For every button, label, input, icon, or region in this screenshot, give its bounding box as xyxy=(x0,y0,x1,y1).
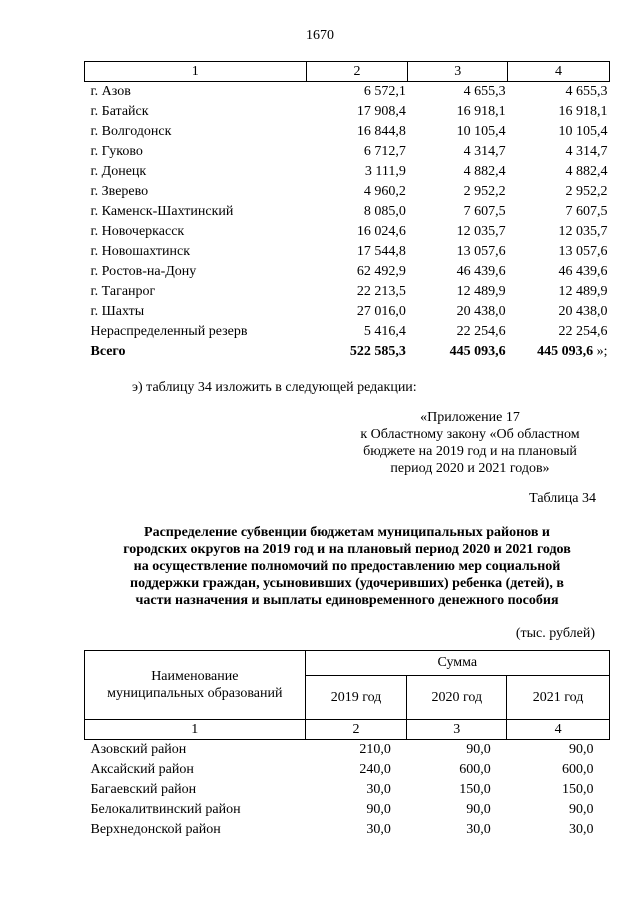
title-line: поддержки граждан, усыновивших (удочеривших) ребенка (детей), в xyxy=(130,576,564,591)
table-number-row xyxy=(85,720,610,740)
budget-table-cities xyxy=(84,61,610,362)
row-value-4: 7 607,5 xyxy=(565,204,608,219)
row-value-3: 20 438,0 xyxy=(456,304,506,319)
total-2020: 445 093,6 xyxy=(449,344,506,359)
row-value-3: 16 918,1 xyxy=(456,104,506,119)
row-value-2: 210,0 xyxy=(359,742,391,757)
row-value-3: 13 057,6 xyxy=(456,244,506,259)
appendix-line: бюджете на 2019 год и на плановый xyxy=(363,444,577,459)
row-value-4: 90,0 xyxy=(569,802,594,817)
row-value-3: 600,0 xyxy=(459,762,491,777)
page-number: 1670 xyxy=(306,28,334,43)
table-row xyxy=(85,820,610,840)
row-value-4: 150,0 xyxy=(562,782,594,797)
row-name: г. Гуково xyxy=(90,144,143,159)
row-value-4: 4 655,3 xyxy=(565,84,608,99)
header-line: муниципальных образований xyxy=(107,686,283,701)
header-line: Наименование xyxy=(151,669,239,684)
column-number-1: 1 xyxy=(85,720,306,740)
row-value-2: 5 416,4 xyxy=(363,324,406,339)
title-line: городских округов на 2019 год и на плановый период 2020 и 2021 годов xyxy=(123,542,571,557)
row-name: г. Донецк xyxy=(90,164,147,179)
appendix-reference xyxy=(345,409,595,477)
table-row xyxy=(85,322,610,342)
row-value-2: 8 085,0 xyxy=(363,204,406,219)
row-value-3: 12 035,7 xyxy=(456,224,506,239)
row-value-2: 17 908,4 xyxy=(356,104,406,119)
row-value-2: 16 024,6 xyxy=(356,224,406,239)
row-value-4: 22 254,6 xyxy=(558,324,608,339)
table-body xyxy=(85,82,610,343)
row-value-3: 90,0 xyxy=(466,802,491,817)
total-label: Всего xyxy=(90,344,126,359)
row-name: Нераспределенный резерв xyxy=(90,324,248,339)
row-value-4: 600,0 xyxy=(562,762,594,777)
table-row xyxy=(85,142,610,162)
table-row xyxy=(85,800,610,820)
title-line: части назначения и выплаты единовременного денежного пособия xyxy=(135,593,559,608)
table-row xyxy=(85,242,610,262)
row-value-2: 16 844,8 xyxy=(356,124,406,139)
row-value-3: 22 254,6 xyxy=(456,324,506,339)
table-label: Таблица 34 xyxy=(529,491,596,506)
row-value-2: 30,0 xyxy=(366,822,391,837)
table-row xyxy=(85,262,610,282)
row-name: г. Зверево xyxy=(90,184,149,199)
row-value-4: 30,0 xyxy=(569,822,594,837)
total-row xyxy=(85,342,610,362)
table-row xyxy=(85,780,610,800)
row-value-3: 10 105,4 xyxy=(456,124,506,139)
column-number-4: 4 xyxy=(507,720,610,740)
table-title xyxy=(84,524,610,609)
table-row xyxy=(85,760,610,780)
title-line: на осуществление полномочий по предоставлению мер социальной xyxy=(133,559,561,574)
row-value-4: 13 057,6 xyxy=(558,244,608,259)
row-name: Аксайский район xyxy=(90,762,194,777)
row-value-2: 3 111,9 xyxy=(364,164,406,179)
column-header-sum: Сумма xyxy=(305,651,609,676)
row-value-4: 20 438,0 xyxy=(558,304,608,319)
row-value-3: 30,0 xyxy=(466,822,491,837)
row-value-4: 46 439,6 xyxy=(558,264,608,279)
row-value-2: 62 492,9 xyxy=(356,264,406,279)
row-name: Белокалитвинский район xyxy=(90,802,241,817)
table-row xyxy=(85,122,610,142)
row-value-3: 4 882,4 xyxy=(463,164,506,179)
row-value-4: 12 035,7 xyxy=(558,224,608,239)
row-name: г. Шахты xyxy=(90,304,145,319)
row-value-2: 6 712,7 xyxy=(363,144,406,159)
table-row xyxy=(85,282,610,302)
column-number-3: 3 xyxy=(407,720,507,740)
table-row xyxy=(85,82,610,103)
title-line: Распределение субвенции бюджетам муниципальных районов и xyxy=(144,525,550,540)
row-name: Азовский район xyxy=(90,742,187,757)
column-header-2019: 2019 год xyxy=(305,676,407,720)
table-row xyxy=(85,302,610,322)
row-name: г. Каменск-Шахтинский xyxy=(90,204,234,219)
column-number-2: 2 xyxy=(306,62,408,82)
table-row xyxy=(85,102,610,122)
table-row xyxy=(85,222,610,242)
row-value-2: 22 213,5 xyxy=(356,284,406,299)
row-value-2: 4 960,2 xyxy=(363,184,406,199)
row-value-4: 2 952,2 xyxy=(565,184,608,199)
row-value-4: 4 882,4 xyxy=(565,164,608,179)
row-value-2: 6 572,1 xyxy=(363,84,406,99)
table-row xyxy=(85,182,610,202)
row-value-3: 2 952,2 xyxy=(463,184,506,199)
row-value-3: 150,0 xyxy=(459,782,491,797)
row-name: г. Батайск xyxy=(90,104,149,119)
table-body xyxy=(85,740,610,841)
row-value-4: 12 489,9 xyxy=(558,284,608,299)
appendix-line: «Приложение 17 xyxy=(420,410,520,425)
row-value-4: 16 918,1 xyxy=(558,104,608,119)
row-name: г. Ростов-на-Дону xyxy=(90,264,197,279)
row-name: г. Таганрог xyxy=(90,284,156,299)
row-name: Верхнедонской район xyxy=(90,822,221,837)
table-header-row xyxy=(85,651,610,676)
row-name: Багаевский район xyxy=(90,782,197,797)
row-name: г. Волгодонск xyxy=(90,124,172,139)
table-row xyxy=(85,202,610,222)
column-header-name xyxy=(85,651,306,720)
row-value-2: 90,0 xyxy=(366,802,391,817)
row-value-3: 46 439,6 xyxy=(456,264,506,279)
row-value-2: 30,0 xyxy=(366,782,391,797)
table-header-row xyxy=(85,62,610,82)
column-number-2: 2 xyxy=(305,720,407,740)
column-number-3: 3 xyxy=(408,62,508,82)
row-value-3: 12 489,9 xyxy=(456,284,506,299)
amendment-paragraph: э) таблицу 34 изложить в следующей редакции: xyxy=(132,380,417,395)
total-2021 xyxy=(508,342,610,362)
row-value-3: 90,0 xyxy=(466,742,491,757)
row-value-3: 7 607,5 xyxy=(463,204,506,219)
column-number-1: 1 xyxy=(85,62,307,82)
subvention-table xyxy=(84,650,610,840)
row-value-4: 4 314,7 xyxy=(565,144,608,159)
table-row xyxy=(85,162,610,182)
total-2021-value: 445 093,6 xyxy=(537,344,594,359)
row-value-2: 240,0 xyxy=(359,762,391,777)
row-value-3: 4 314,7 xyxy=(463,144,506,159)
closing-quote: »; xyxy=(593,344,608,359)
appendix-line: к Областному закону «Об областном xyxy=(360,427,580,442)
total-2019: 522 585,3 xyxy=(349,344,406,359)
units-label: (тыс. рублей) xyxy=(515,626,595,641)
row-name: г. Азов xyxy=(90,84,131,99)
row-value-4: 90,0 xyxy=(569,742,594,757)
table-row xyxy=(85,740,610,761)
column-header-2021: 2021 год xyxy=(507,676,610,720)
column-number-4: 4 xyxy=(508,62,610,82)
row-name: г. Новошахтинск xyxy=(90,244,191,259)
row-value-4: 10 105,4 xyxy=(558,124,608,139)
row-value-2: 17 544,8 xyxy=(356,244,406,259)
column-header-2020: 2020 год xyxy=(407,676,507,720)
row-value-3: 4 655,3 xyxy=(463,84,506,99)
appendix-line: период 2020 и 2021 годов» xyxy=(390,461,550,476)
row-value-2: 27 016,0 xyxy=(356,304,406,319)
row-name: г. Новочеркасск xyxy=(90,224,185,239)
